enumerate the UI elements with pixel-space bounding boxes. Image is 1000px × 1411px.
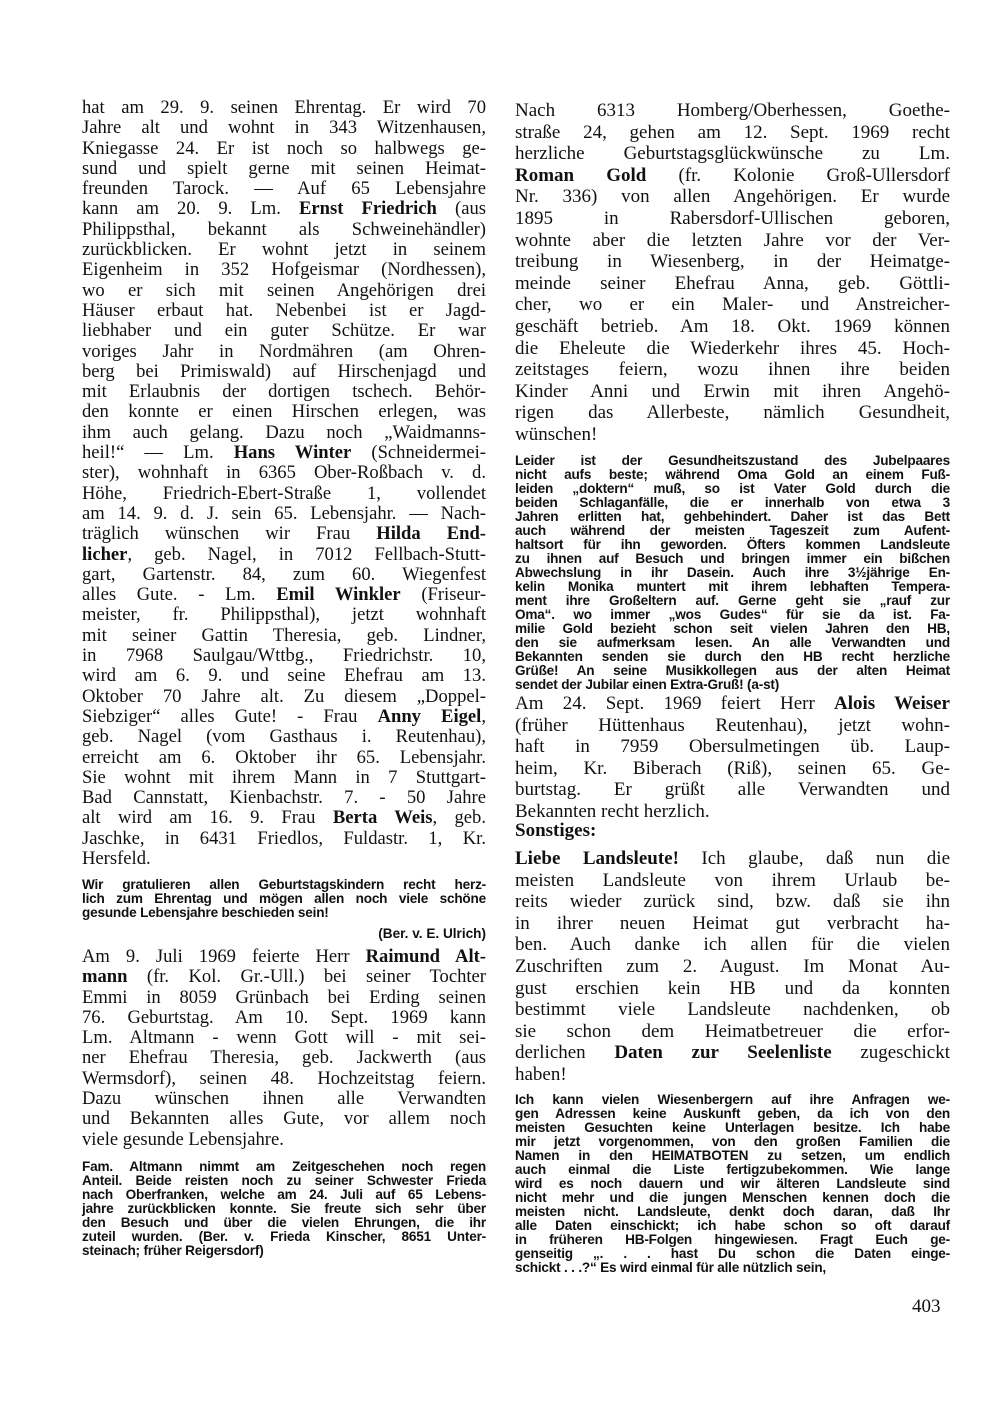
text-line [82, 1130, 486, 1150]
text-line [515, 1177, 950, 1191]
text-line [82, 342, 486, 362]
text-line [515, 538, 950, 552]
text-line [515, 664, 950, 678]
text-segment: gen Adressen keine Auskunft geben, da ich von den [515, 1106, 950, 1121]
text-line [82, 1089, 486, 1109]
text-line [515, 891, 950, 913]
text-line [515, 758, 950, 780]
text-line [515, 779, 950, 801]
text-segment: rigen das Allerbeste, nämlich Gesundheit, [515, 402, 950, 424]
text-line [515, 1163, 950, 1177]
text-segment: wo er sich mit seinen Angehörigen drei [82, 279, 486, 301]
text-segment: geschäft betrieb. Am 18. Okt. 1969 können [515, 315, 950, 337]
text-segment: erreicht am 6. Oktober ihr 65. Lebensjahr. [82, 746, 486, 768]
text-segment: zugeschickt [831, 1042, 950, 1064]
text-segment: meisten Landsleute von ihrem Urlaub be- [515, 869, 950, 891]
text-line [515, 678, 950, 692]
text-segment: in früheren HB-Folgen hingewiesen. Fragt Euch ge- [515, 1232, 950, 1247]
text-line [82, 727, 486, 747]
text-line [515, 1261, 950, 1275]
bold-name: Liebe Landsleute! [515, 848, 679, 869]
text-line [515, 208, 950, 230]
text-line [82, 139, 486, 159]
text-segment: am 14. 9. d. J. sein 65. Lebensjahr. — Nach- [82, 502, 486, 524]
text-segment: Eigenheim in 352 Hofgeismar (Nordhessen), [82, 259, 486, 281]
text-segment: hat am 29. 9. seinen Ehrentag. Er wird 70 [82, 97, 486, 118]
text-segment: Philippsthal, bekannt als Schweinehändler) [82, 218, 486, 240]
bold-name: licher [82, 543, 128, 565]
text-segment: wird es noch dauern und wir älteren Landsleute sind [515, 1176, 950, 1191]
text-line [82, 402, 486, 422]
right-paragraph-weiser [515, 693, 950, 823]
text-segment: Nr. 336) von allen Angehörigen. Er wurde [515, 186, 950, 208]
text-line [82, 878, 486, 892]
right-paragraph-gold [515, 100, 950, 446]
text-line [82, 1230, 486, 1244]
bold-name: Alois Weiser [834, 693, 950, 714]
text-segment: Jahren erlitten hat, gehbehindert. Daher ist das Bett [515, 509, 950, 524]
text-segment: milie Gold bezieht schon seit vielen Jahren den HB, [515, 621, 950, 636]
text-segment: derlichen [515, 1042, 615, 1064]
text-segment: reits wieder zurück sind, bzw. daß sie ihn [515, 891, 950, 913]
text-line [515, 1219, 950, 1233]
text-segment: Nach 6313 Homberg/Oberhessen, Goethe- [515, 100, 950, 121]
text-line [515, 870, 950, 892]
text-segment: zurückblicken. Er wohnt jetzt in seinem [82, 239, 486, 261]
text-segment: liebhaber und ein guter Schütze. Er war [82, 320, 486, 342]
text-segment: den sie aufmerksam lesen. An alle Verwandten und [515, 635, 950, 650]
text-line [515, 338, 950, 360]
text-line [82, 1008, 486, 1028]
text-segment: Abwechslung in ihr Dasein. Auch ihre 3½jährige En- [515, 565, 950, 580]
text-segment: Wermsdorf), seinen 48. Hochzeitstag feiern. [82, 1067, 486, 1089]
text-line [515, 165, 950, 187]
text-line [82, 545, 486, 565]
text-line [82, 1160, 486, 1174]
text-segment: mit Erlaubnis der dortigen tschech. Behör- [82, 381, 486, 403]
text-segment: Bekannten senden sie durch den HB recht herzliche [515, 649, 950, 664]
text-segment: ben. Auch danke ich allen für die vielen [515, 934, 950, 956]
text-segment: in ihrer neuen Heimat gut verbracht ha- [515, 912, 950, 934]
text-segment: Kniegasse 24. Er ist noch so halbwegs ge- [82, 137, 486, 159]
text-segment: ihm auch gelang. Dazu noch „Waidmanns- [82, 421, 486, 443]
text-line [82, 463, 486, 483]
text-line [82, 199, 486, 219]
text-segment: alles Gute. - Lm. [82, 584, 277, 606]
text-line [515, 273, 950, 295]
text-line [515, 316, 950, 338]
text-line [515, 402, 950, 424]
text-line [82, 443, 486, 463]
text-line [515, 1121, 950, 1135]
bold-name: Hilda End- [376, 523, 486, 545]
text-line [82, 321, 486, 341]
text-line [82, 504, 486, 524]
text-segment: Hersfeld. [82, 847, 151, 869]
text-line [82, 849, 486, 869]
bold-name: mann [82, 966, 128, 988]
text-line [82, 118, 486, 138]
text-line [82, 666, 486, 686]
left-note-congratulations [82, 878, 486, 941]
text-line [515, 650, 950, 664]
text-line [515, 999, 950, 1021]
text-line [82, 362, 486, 382]
bold-name: Ernst Friedrich [299, 198, 437, 220]
text-line [515, 956, 950, 978]
text-segment: nicht aufs beste; während Oma Gold an einem Fuß- [515, 467, 950, 482]
text-line [515, 424, 950, 446]
text-line [82, 281, 486, 301]
text-line [82, 906, 486, 920]
text-line [515, 1093, 950, 1107]
text-segment: nicht mehr und die jungen Menschen kennen doch die [515, 1190, 950, 1205]
text-segment: straße 24, gehen am 12. Sept. 1969 recht [515, 121, 950, 143]
text-line [82, 967, 486, 987]
text-line [515, 913, 950, 935]
text-segment: schickt . . .?“ Es wird einmal für alle nützlich sein, [515, 1260, 827, 1275]
text-segment: 76. Geburtstag. Am 10. Sept. 1969 kann [82, 1006, 486, 1028]
text-segment: Kinder Anni und Erwin mit ihren Angehö- [515, 380, 950, 402]
text-segment: ster), wohnhaft in 6365 Ober-Roßbach v. d. [82, 462, 486, 484]
text-segment: alt wird am 16. 9. Frau [82, 807, 333, 829]
text-line [515, 251, 950, 273]
text-line [515, 1233, 950, 1247]
right-paragraph-landsleute [515, 848, 950, 1086]
text-line [515, 381, 950, 403]
text-line [82, 1048, 486, 1068]
text-segment: treibung in Wiesenberg, in der Heimatge- [515, 251, 950, 273]
text-segment: mir jetzt vorgenommen, von den großen Familien die [515, 1134, 950, 1149]
bold-name: Emil Winkler [276, 584, 401, 606]
text-line [82, 585, 486, 605]
text-segment: Zuschriften zum 2. August. Im Monat Au- [515, 955, 950, 977]
text-segment: , geb. [432, 807, 487, 829]
page-number: 403 [912, 1296, 941, 1317]
text-line [515, 1042, 950, 1064]
text-line [82, 947, 486, 967]
text-segment: wird am 6. 9. und seine Ehefrau am 13. [82, 665, 486, 687]
text-line [82, 240, 486, 260]
text-line [515, 580, 950, 594]
text-line [82, 1216, 486, 1230]
text-segment: sund und spielt gerne mit seinen Heimat- [82, 157, 486, 179]
text-line [82, 808, 486, 828]
text-segment: träglich wünschen wir Frau [82, 523, 377, 545]
text-line [515, 294, 950, 316]
bold-name: Anny Eigel [377, 705, 482, 727]
text-segment: bestimmt viele Landsleute nachdenken, ob [515, 999, 950, 1021]
text-segment: Sie wohnt mit ihrem Mann in 7 Stuttgart- [82, 766, 486, 788]
text-segment: Höhe, Friedrich-Ebert-Straße 1, vollendet [82, 482, 486, 504]
text-segment: Am 9. Juli 1969 feierte Herr [82, 946, 366, 967]
text-line [82, 565, 486, 585]
text-line [82, 98, 486, 118]
text-segment: zu ihnen auf Besuch und bringen immer ein bißchen [515, 551, 950, 566]
text-segment: leiden „doktern“ muß, so ist Vater Gold durch die [515, 481, 950, 496]
text-line [82, 788, 486, 808]
text-segment: burtstag. Er grüßt alle Verwandten und [515, 779, 950, 801]
text-line [515, 1135, 950, 1149]
section-heading: Sonstiges: [515, 820, 597, 841]
text-segment: jahre zurückblicken konnte. Sie freute sich sehr über [82, 1201, 486, 1216]
text-segment: in 7968 Saulgau/Wttbg., Friedrichstr. 10, [82, 645, 486, 667]
text-segment: Jahre alt und wohnt in 343 Witzenhausen, [82, 117, 486, 139]
text-line [515, 1149, 950, 1163]
text-line [515, 143, 950, 165]
text-line [515, 1191, 950, 1205]
text-segment: herzliche Geburtstagsglückwünsche zu Lm. [515, 143, 950, 165]
text-segment: Grüße! An seine Musikkollegen aus der alten Heimat [515, 663, 950, 678]
text-segment: Emmi in 8059 Grünbach bei Erding seinen [82, 986, 486, 1008]
text-line [515, 510, 950, 524]
text-segment: haft in 7959 Obersulmetingen üb. Laup- [515, 736, 950, 758]
text-line [515, 230, 950, 252]
text-segment: und Bekannten alles Gute, vor allem noch [82, 1108, 486, 1130]
text-segment: geb. Nagel (vom Gasthaus i. Reutenhau), [82, 726, 486, 748]
text-line [515, 934, 950, 956]
text-segment: mit seiner Gattin Theresia, geb. Lindner, [82, 624, 486, 646]
text-segment: (Schneidermei- [351, 442, 486, 464]
text-segment: Oktober 70 Jahre alt. Zu diesem „Doppel- [82, 685, 486, 707]
text-segment: Ich glaube, daß nun die [678, 848, 951, 869]
text-line [82, 1028, 486, 1048]
text-segment: Namen in den HEIMATBOTEN zu setzen, um endlich [515, 1148, 950, 1163]
text-segment: 1895 in Rabersdorf-Ullischen geboren, [515, 207, 950, 229]
text-line [82, 988, 486, 1008]
text-segment: ment ihre Großeltern auf. Gerne geht sie „rauf zur [515, 593, 950, 608]
text-line [515, 636, 950, 650]
text-line [515, 186, 950, 208]
text-line [82, 646, 486, 666]
text-line [82, 382, 486, 402]
text-segment: freunden Tarock. — Auf 65 Lebensjahre [82, 178, 486, 200]
text-segment: Ich kann vielen Wiesenbergern auf ihre Anfragen we- [515, 1092, 950, 1107]
right-note-wiesenberger [515, 1093, 950, 1275]
text-line [515, 693, 950, 715]
text-line [82, 768, 486, 788]
text-line [515, 359, 950, 381]
text-line [82, 301, 486, 321]
text-line [82, 179, 486, 199]
text-segment: lich zum Ehrentag und mögen allen noch viele schöne [82, 891, 486, 906]
text-line [515, 1247, 950, 1261]
text-line [82, 1069, 486, 1089]
text-line [82, 220, 486, 240]
bold-name: Hans Winter [233, 442, 352, 464]
text-line [515, 566, 950, 580]
text-segment: wohnte aber die letzten Jahre vor der Ver- [515, 229, 950, 251]
text-segment: auch während der meisten Tageszeit zum Aufent- [515, 523, 950, 538]
text-segment: auch einmal die Liste fertigzubekommen. Wie lange [515, 1162, 950, 1177]
text-segment: (Friseur- [400, 584, 487, 606]
text-line [515, 622, 950, 636]
text-segment: meisten nicht. Landsleute, denkt doch daran, daß Ihr [515, 1204, 950, 1219]
text-segment: Häuser erbaut hat. Nebenbei ist er Jagd- [82, 299, 486, 321]
text-line [515, 1107, 950, 1121]
bold-name: Raimund Alt- [365, 946, 486, 967]
text-segment: gesunde Lebensjahre beschieden sein! [82, 905, 329, 920]
text-line [515, 122, 950, 144]
text-segment: kann am 20. 9. Lm. [82, 198, 299, 220]
left-note-altmann [82, 1160, 486, 1258]
text-segment: , [481, 705, 486, 727]
text-segment: Fam. Altmann nimmt am Zeitgeschehen noch regen [82, 1159, 486, 1174]
text-segment: Siebziger“ alles Gute! - Frau [82, 705, 378, 727]
text-segment: Dazu wünschen ihnen alle Verwandten [82, 1088, 486, 1110]
text-line [515, 715, 950, 737]
text-segment: heil!“ — Lm. [82, 442, 234, 464]
text-line [515, 552, 950, 566]
text-line [82, 748, 486, 768]
left-paragraph-birthdays [82, 98, 486, 869]
text-segment: beiden Schlaganfälle, die er innerhalb von etwa 3 [515, 495, 950, 510]
text-segment: haben! [515, 1063, 567, 1085]
text-segment: haltsort für ihn geworden. Öfters kommen Landsleute [515, 537, 950, 552]
text-segment: nach Oberfranken, welche am 24. Juli auf 65 Lebens- [82, 1187, 486, 1202]
text-segment: Anteil. Beide reisten noch zu seiner Schwester Frieda [82, 1173, 486, 1188]
text-segment: (fr. Kol. Gr.-Ull.) bei seiner Tochter [127, 966, 486, 988]
note-signature: (Ber. v. E. Ulrich) [378, 926, 486, 941]
text-line [82, 707, 486, 727]
text-segment: Leider ist der Gesundheitszustand des Jubelpaares [515, 453, 950, 468]
text-line [515, 1021, 950, 1043]
text-line [82, 829, 486, 849]
text-line [515, 1064, 950, 1086]
text-line [515, 978, 950, 1000]
text-line [82, 1244, 486, 1258]
text-segment: heim, Kr. Biberach (Riß), seinen 65. Ge- [515, 757, 950, 779]
text-line [515, 1205, 950, 1219]
text-segment: (früher Hüttenhaus Reutenhau), jetzt wohn- [515, 714, 950, 736]
text-line [515, 608, 950, 622]
text-line [82, 1109, 486, 1129]
text-line [82, 1202, 486, 1216]
text-segment: den konnte er einen Hirschen erlegen, was [82, 401, 486, 423]
text-line [515, 496, 950, 510]
text-segment: Oma“. wo immer „wos Gudes“ für sie da ist. Fa- [515, 607, 950, 622]
text-segment: meister, fr. Philippsthal), jetzt wohnhaft [82, 604, 486, 626]
text-line [515, 468, 950, 482]
text-segment: Bad Cannstatt, Kienbachstr. 7. - 50 Jahre [82, 787, 486, 809]
text-segment: zeitstages feiern, wozu ihnen ihre beiden [515, 359, 950, 381]
text-segment: viele gesunde Lebensjahre. [82, 1128, 284, 1150]
text-line [82, 1188, 486, 1202]
text-line [515, 100, 950, 122]
text-segment: Wir gratulieren allen Geburtstagskindern recht herz- [82, 877, 486, 892]
right-note-gold [515, 454, 950, 692]
text-segment: gart, Gartenstr. 84, zum 60. Wiegenfest [82, 563, 486, 585]
text-line [82, 524, 486, 544]
text-line [82, 423, 486, 443]
text-line [515, 454, 950, 468]
text-line [82, 1174, 486, 1188]
text-segment: (aus [436, 198, 486, 220]
text-line [515, 482, 950, 496]
note-text [82, 878, 486, 920]
text-segment: Bekannten recht herzlich. [515, 800, 710, 822]
text-segment: Lm. Altmann - wenn Gott will - mit sei- [82, 1027, 486, 1049]
text-segment: meinde seiner Ehefrau Anna, geb. Göttli- [515, 272, 950, 294]
bold-name: Roman Gold [515, 164, 647, 186]
text-line [515, 736, 950, 758]
bold-name: Berta Weis [332, 807, 433, 829]
text-line [515, 594, 950, 608]
text-segment: gust erschien kein HB und da konnten [515, 977, 950, 999]
text-segment: , geb. Nagel, in 7012 Fellbach-Stutt- [127, 543, 486, 565]
text-line [82, 260, 486, 280]
text-line [82, 687, 486, 707]
text-segment: voriges Jahr in Nordmähren (am Ohren- [82, 340, 486, 362]
text-segment: Jaschke, in 6431 Friedlos, Fuldastr. 1, Kr. [82, 827, 486, 849]
text-segment: sendet der Jubilar einen Extra-Gruß! (a-st) [515, 677, 780, 692]
text-segment: cher, wo er ein Maler- und Anstreicher- [515, 294, 950, 316]
text-line [82, 159, 486, 179]
text-segment: zuteil wurden. (Ber. v. Frieda Kinscher, 8651 Unter- [82, 1229, 486, 1244]
text-line [82, 892, 486, 906]
text-line [82, 605, 486, 625]
text-segment: alle Daten einschickt; ich habe schon so oft darauf [515, 1218, 950, 1233]
text-line [82, 626, 486, 646]
text-line [82, 484, 486, 504]
text-segment: Am 24. Sept. 1969 feiert Herr [515, 693, 835, 714]
text-segment: berg bei Primiswald) auf Hirschenjagd und [82, 360, 486, 382]
text-segment: ner Ehefrau Theresia, geb. Jackwerth (aus [82, 1047, 486, 1069]
text-line [515, 524, 950, 538]
bold-name: Daten zur Seelenliste [614, 1042, 832, 1064]
text-segment: kelin Monika muntert mit ihrem lebhaften Tempera- [515, 579, 950, 594]
text-segment: die Eheleute die Wiederkehr ihres 45. Hoch- [515, 337, 950, 359]
text-segment: sie schon dem Heimatbetreuer die erfor- [515, 1020, 950, 1042]
text-segment: meisten Gesuchten keine Unterlagen besitze. Ich habe [515, 1120, 950, 1135]
text-segment: steinach; früher Reigersdorf) [82, 1243, 264, 1258]
text-segment: wünschen! [515, 423, 598, 445]
text-line [515, 848, 950, 870]
text-segment: den Besuch und über die vielen Ehrungen, die ihr [82, 1215, 486, 1230]
text-segment: (fr. Kolonie Groß-Ullersdorf [646, 164, 950, 186]
text-segment: genseitig „. . . hast Du schon die Daten einge- [515, 1246, 950, 1261]
left-paragraph-altmann [82, 947, 486, 1150]
